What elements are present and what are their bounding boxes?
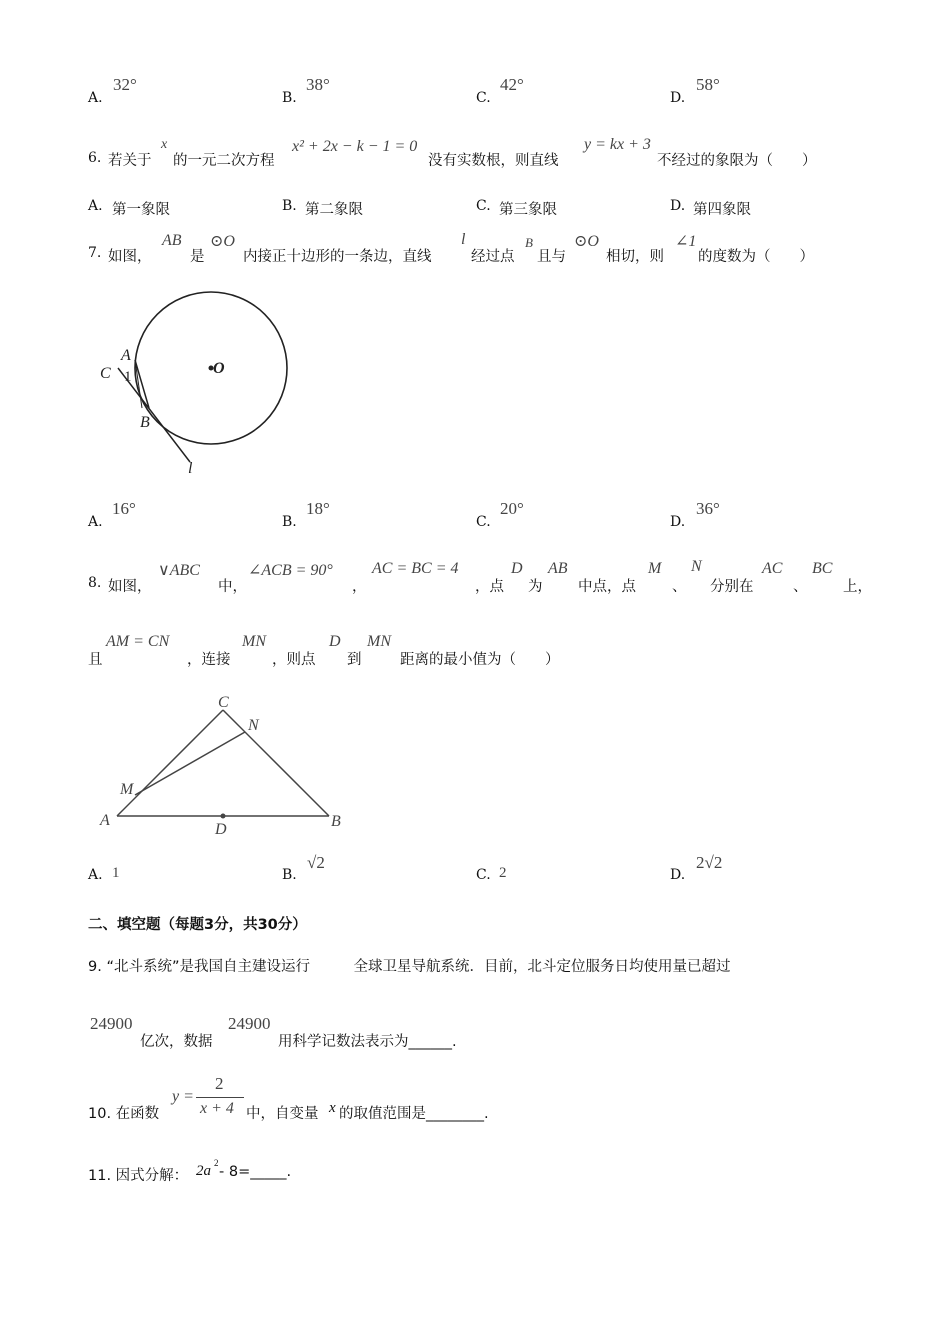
q10-suffix-2: 的取值范围是________. xyxy=(339,1106,489,1122)
q8-separator-1: 、 xyxy=(672,579,687,595)
q8-text-7: 上， xyxy=(843,579,872,595)
q7-text-7: 的度数为（ ） xyxy=(698,249,814,265)
q8-m: M xyxy=(648,560,662,577)
q8-n: N xyxy=(691,558,702,575)
q9-line-1: 9. “北斗系统”是我国自主建设运行 全球卫星导航系统．目前，北斗定位服务日均使用量已超过 xyxy=(88,959,731,975)
q8-triangle: ∨ABC xyxy=(158,562,200,579)
q10-denominator: x + 4 xyxy=(200,1100,234,1117)
q8-option-a-letter: A. xyxy=(88,867,103,883)
q8-option-b-letter: B. xyxy=(282,867,297,883)
q11-exponent: 2 xyxy=(214,1158,219,1168)
q7-label-1: 1 xyxy=(124,369,132,385)
q10-numerator: 2 xyxy=(215,1074,224,1093)
q7-l: l xyxy=(461,231,466,248)
q8-option-d-letter: D. xyxy=(670,867,686,883)
q8-text-8: 且 xyxy=(88,652,103,668)
q7-option-b-value: 18° xyxy=(306,499,330,518)
q6-option-a-value: 第一象限 xyxy=(112,202,170,218)
q8-text-6: 分别在 xyxy=(710,579,754,595)
q8-label-n: N xyxy=(248,717,259,734)
q6-option-d-letter: D. xyxy=(670,198,686,214)
q8-angle: ∠ACB = 90° xyxy=(248,562,333,579)
q7-option-d-letter: D. xyxy=(670,514,686,530)
q7-text-5: 且与 xyxy=(537,249,566,265)
q9-number-1: 24900 xyxy=(90,1014,133,1033)
q8-text-3: ，点 xyxy=(475,579,504,595)
q7-option-a-letter: A. xyxy=(88,514,103,530)
q6-text-3: 没有实数根，则直线 xyxy=(428,153,559,169)
q5-option-d-value: 58° xyxy=(696,75,720,94)
q8-side-bc xyxy=(223,710,329,816)
q10-prefix: 10. 在函数 xyxy=(88,1106,160,1122)
q6-text-1: 若关于 xyxy=(108,153,152,169)
q8-text-5: 中点，点 xyxy=(578,579,636,595)
q7-label-a: A xyxy=(121,347,131,364)
q6-number: 6. xyxy=(88,150,102,166)
q8-option-c-value: 2 xyxy=(499,865,507,881)
q8-label-c: C xyxy=(218,694,229,711)
q6-text-4: 不经过的象限为（ ） xyxy=(657,153,817,169)
q6-option-a-letter: A. xyxy=(88,198,103,214)
q8-label-a: A xyxy=(100,812,110,829)
q6-text-2: 的一元二次方程 xyxy=(173,153,275,169)
q8-equal-sides: AC = BC = 4 xyxy=(372,560,459,577)
q6-option-b-letter: B. xyxy=(282,198,297,214)
q7-label-c: C xyxy=(100,365,111,382)
q6-var-x: x xyxy=(161,137,168,152)
q8-mn: MN xyxy=(242,633,266,650)
q10-x: x xyxy=(329,1100,336,1116)
q7-angle: ∠1 xyxy=(675,233,697,250)
q9-text-2: 用科学记数法表示为______. xyxy=(278,1034,457,1050)
q7-label-o: O xyxy=(213,360,225,377)
q8-d: D xyxy=(511,560,523,577)
q7-text-1: 如图， xyxy=(108,249,152,265)
q7-text-2: 是 xyxy=(190,249,205,265)
q11-expression: 2a xyxy=(196,1163,211,1179)
q8-d-2: D xyxy=(329,633,341,650)
q11-suffix: - 8=_____. xyxy=(219,1164,292,1180)
q8-text-9: ，连接 xyxy=(187,652,231,668)
q10-fraction-bar xyxy=(196,1097,244,1098)
q7-b: B xyxy=(525,235,533,250)
q8-am-cn: AM = CN xyxy=(106,633,170,650)
q8-text-11: 到 xyxy=(347,652,362,668)
q7-text-4: 经过点 xyxy=(471,249,515,265)
q8-option-d-value: 2√2 xyxy=(696,853,723,872)
q8-separator-2: 、 xyxy=(793,579,808,595)
q7-circle: ⊙O xyxy=(210,233,235,250)
q8-text-10: ，则点 xyxy=(272,652,316,668)
q6-equation: x² + 2x − k − 1 = 0 xyxy=(292,138,418,155)
q8-option-a-value: 1 xyxy=(112,865,120,881)
q8-text-4: 为 xyxy=(528,579,543,595)
q7-text-6: 相切，则 xyxy=(606,249,664,265)
q7-label-l: l xyxy=(188,460,193,477)
q8-ac: AC xyxy=(762,560,783,577)
q7-ab: AB xyxy=(162,232,182,249)
q5-option-d-letter: D. xyxy=(670,90,686,106)
q8-option-c-letter: C. xyxy=(476,867,491,883)
q8-ab: AB xyxy=(548,560,568,577)
q8-text-2: 中， xyxy=(218,579,247,595)
q6-line-equation: y = kx + 3 xyxy=(584,136,651,153)
q5-option-b-letter: B. xyxy=(282,90,297,106)
q8-text-1: 如图， xyxy=(108,579,152,595)
q5-option-c-letter: C. xyxy=(476,90,491,106)
q8-text-12: 距离的最小值为（ ） xyxy=(400,652,560,668)
q10-y-equals: y = xyxy=(172,1088,194,1105)
q7-option-b-letter: B. xyxy=(282,514,297,530)
q7-option-c-letter: C. xyxy=(476,514,491,530)
q6-option-c-value: 第三象限 xyxy=(499,202,557,218)
q5-option-a-value: 32° xyxy=(113,75,137,94)
q10-suffix: 中，自变量 xyxy=(246,1106,319,1122)
q8-number: 8. xyxy=(88,575,102,591)
q8-segment-mn xyxy=(135,732,245,795)
q8-label-m: M xyxy=(120,781,134,798)
q6-option-d-value: 第四象限 xyxy=(693,202,751,218)
q7-circle-2: ⊙O xyxy=(574,233,599,250)
q6-option-b-value: 第二象限 xyxy=(305,202,363,218)
q7-option-d-value: 36° xyxy=(696,499,720,518)
q8-figure xyxy=(95,688,355,838)
q8-side-ac xyxy=(117,710,223,816)
q7-number: 7. xyxy=(88,245,102,261)
q8-bc: BC xyxy=(812,560,833,577)
q11-prefix: 11. 因式分解： xyxy=(88,1168,189,1184)
q8-label-d: D xyxy=(215,821,227,838)
q7-figure xyxy=(90,280,310,480)
section-2-heading: 二、填空题（每题3分，共30分） xyxy=(88,917,307,933)
q8-point-d xyxy=(221,814,226,819)
q9-text-1: 亿次，数据 xyxy=(140,1034,213,1050)
q8-mn-2: MN xyxy=(367,633,391,650)
q8-label-b: B xyxy=(331,813,341,830)
q8-option-b-value: √2 xyxy=(307,853,325,872)
q8-comma: ， xyxy=(352,579,367,595)
q5-option-c-value: 42° xyxy=(500,75,524,94)
q7-label-b: B xyxy=(140,414,150,431)
q7-text-3: 内接正十边形的一条边，直线 xyxy=(243,249,432,265)
q7-option-a-value: 16° xyxy=(112,499,136,518)
q6-option-c-letter: C. xyxy=(476,198,491,214)
q9-number-2: 24900 xyxy=(228,1014,271,1033)
q7-option-c-value: 20° xyxy=(500,499,524,518)
q5-option-b-value: 38° xyxy=(306,75,330,94)
q5-option-a-letter: A. xyxy=(88,90,103,106)
